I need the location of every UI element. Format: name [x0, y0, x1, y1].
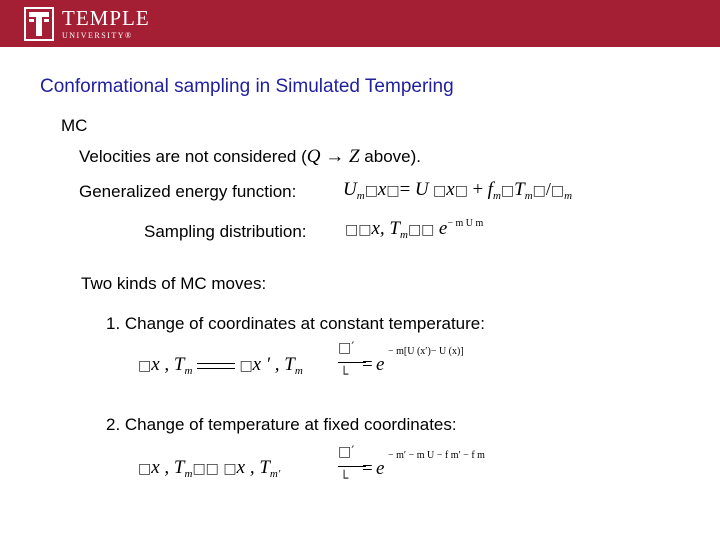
university-header-bar [0, 0, 720, 47]
velocities-arrow: → [320, 146, 349, 167]
formula-operator: + [472, 179, 484, 200]
formula-symbol: x [377, 179, 387, 200]
section-heading: MC [61, 116, 88, 135]
formula-subscript: m [356, 190, 365, 202]
formula-exponent: − m[U (x′)− U (x)] [388, 346, 464, 357]
formula-subscript: m [294, 365, 303, 377]
formula-symbol: x , T [151, 354, 185, 375]
move-one-acceptance: □′ └ = e − m[U (x′)− U (x)] [338, 340, 464, 383]
formula-symbol: U [414, 179, 429, 200]
temple-t-icon [24, 7, 54, 41]
logo-subtitle: UNIVERSITY® [62, 30, 133, 40]
formula-operator: = [362, 354, 373, 375]
two-kinds-heading: Two kinds of MC moves: [81, 274, 267, 293]
move-one-label: 1. Change of coordinates at constant temperature: [106, 314, 485, 333]
formula-symbol: x [371, 218, 380, 239]
logo-name: TEMPLE [62, 5, 150, 30]
velocities-line [79, 146, 421, 168]
sampling-label: Sampling distribution: [144, 222, 307, 241]
formula-symbol: e [438, 218, 448, 239]
move-two-acceptance: □′ └ = e − m′ − m U − f m′ − f m [338, 444, 485, 487]
formula-symbol: T [514, 179, 525, 200]
formula-subscript: m [184, 365, 193, 377]
move-one-transition: □x , $T_m$ □x ′ , $T_m$ [138, 354, 303, 377]
velocities-text-b: above). [359, 147, 421, 166]
formula-symbol: e [376, 354, 385, 375]
formula-symbol: f [487, 179, 493, 200]
sampling-formula: □□x, $T_m□□$ $e^{- m U m}$ [345, 218, 484, 241]
slide-title: Conformational sampling in Simulated Tempering [40, 76, 454, 97]
formula-operator: = [362, 458, 373, 479]
formula-symbol: U [343, 179, 357, 200]
formula-symbol: x [446, 179, 455, 200]
formula-subscript: m [399, 229, 408, 241]
gen-energy-label: Generalized energy function: [79, 182, 297, 201]
formula-subscript: m [524, 190, 533, 202]
formula-subscript: m′ [269, 468, 281, 480]
formula-symbol: e [376, 458, 385, 479]
gen-energy-formula: $U_m□x□= U$ □x□ + $f_m□T_m□/□_m$ [343, 179, 573, 202]
velocities-q: Q [306, 146, 321, 167]
formula-symbol: , T [379, 218, 400, 239]
formula-symbol: x ′ , T [252, 354, 295, 375]
formula-subscript: m [184, 468, 193, 480]
formula-exponent: − m′ − m U − f m′ − f m [388, 450, 485, 461]
move-two-transition: □x , $T_m□□$ □x , $T_{m'}$ [138, 457, 281, 480]
move-two-label: 2. Change of temperature at fixed coordinates: [106, 415, 457, 434]
formula-subscript: m [564, 190, 573, 202]
velocities-z: Z [348, 146, 360, 167]
formula-symbol: x , T [151, 457, 185, 478]
temple-logo [24, 5, 150, 43]
formula-operator: = [399, 179, 411, 200]
velocities-text-a: Velocities are not considered ( [79, 147, 307, 166]
formula-exponent: − m U m [447, 218, 484, 229]
formula-symbol: x , T [236, 457, 270, 478]
formula-subscript: m [492, 190, 501, 202]
